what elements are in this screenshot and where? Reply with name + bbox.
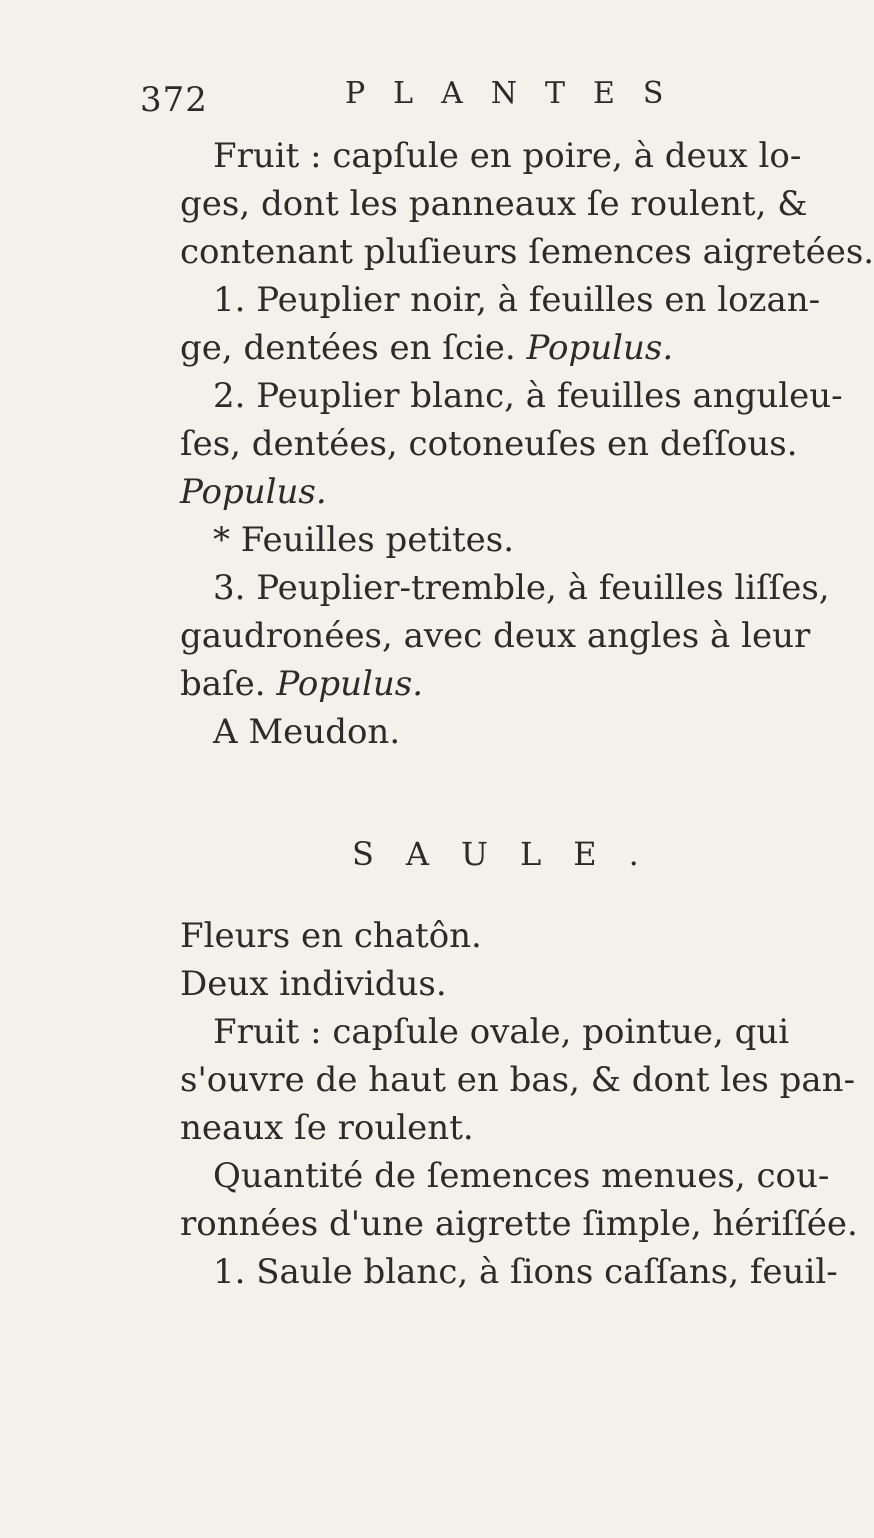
line-text: ges, dont les panneaux ſe roulent, &	[180, 184, 808, 224]
text-line	[213, 280, 820, 320]
line-text: 1. Saule blanc, à ſions caſſans, feuil-	[213, 1252, 838, 1292]
line-text: neaux ſe roulent.	[180, 1108, 474, 1148]
text-line	[180, 1204, 858, 1244]
text-line	[213, 376, 843, 416]
running-title: PLANTES	[345, 76, 692, 111]
text-line	[180, 424, 798, 464]
text-line	[213, 136, 801, 176]
line-text: ronnées d'une aigrette ſimple, hériſſée.	[180, 1204, 858, 1244]
page-header	[140, 76, 700, 126]
line-text: contenant pluſieurs ſemences aigretées.	[180, 232, 874, 272]
text-line	[213, 568, 830, 608]
section-title-saule: SAULE.	[352, 835, 671, 873]
text-line	[180, 916, 482, 956]
text-line	[180, 964, 447, 1004]
text-line	[213, 712, 400, 752]
latin-name: Populus.	[526, 328, 674, 368]
latin-name: Populus.	[276, 664, 424, 704]
text-line	[213, 520, 514, 560]
text-line	[180, 664, 423, 704]
line-text: Quantité de ſemences menues, cou-	[213, 1156, 830, 1196]
page-number: 372	[140, 80, 208, 120]
line-text: ge, dentées en ſcie.	[180, 328, 516, 368]
text-line	[180, 1108, 474, 1148]
line-text: Fruit : capſule en poire, à deux lo-	[213, 136, 802, 176]
text-line	[213, 1156, 829, 1196]
text-line	[180, 472, 327, 512]
text-line	[180, 184, 807, 224]
text-line	[180, 616, 810, 656]
line-text: ſes, dentées, cotoneuſes en deſſous.	[180, 424, 798, 464]
line-text: A Meudon.	[213, 712, 401, 752]
line-text: 3. Peuplier-tremble, à feuilles liſſes,	[213, 568, 830, 608]
line-text: 1. Peuplier noir, à feuilles en lozan-	[213, 280, 821, 320]
line-text: Fleurs en chatôn.	[180, 916, 482, 956]
line-text: gaudronées, avec deux angles à leur	[180, 616, 811, 656]
text-line	[180, 1060, 855, 1100]
line-text: baſe.	[180, 664, 266, 704]
line-text: 2. Peuplier blanc, à feuilles anguleu-	[213, 376, 843, 416]
text-line	[213, 1252, 838, 1292]
line-text: Deux individus.	[180, 964, 447, 1004]
text-line	[180, 328, 673, 368]
text-line	[213, 1012, 789, 1052]
line-text: s'ouvre de haut en bas, & dont les pan-	[180, 1060, 856, 1100]
latin-name: Populus.	[180, 472, 327, 512]
line-text: Fruit : capſule ovale, pointue, qui	[213, 1012, 790, 1052]
text-line	[180, 232, 874, 272]
line-text: * Feuilles petites.	[213, 520, 515, 560]
